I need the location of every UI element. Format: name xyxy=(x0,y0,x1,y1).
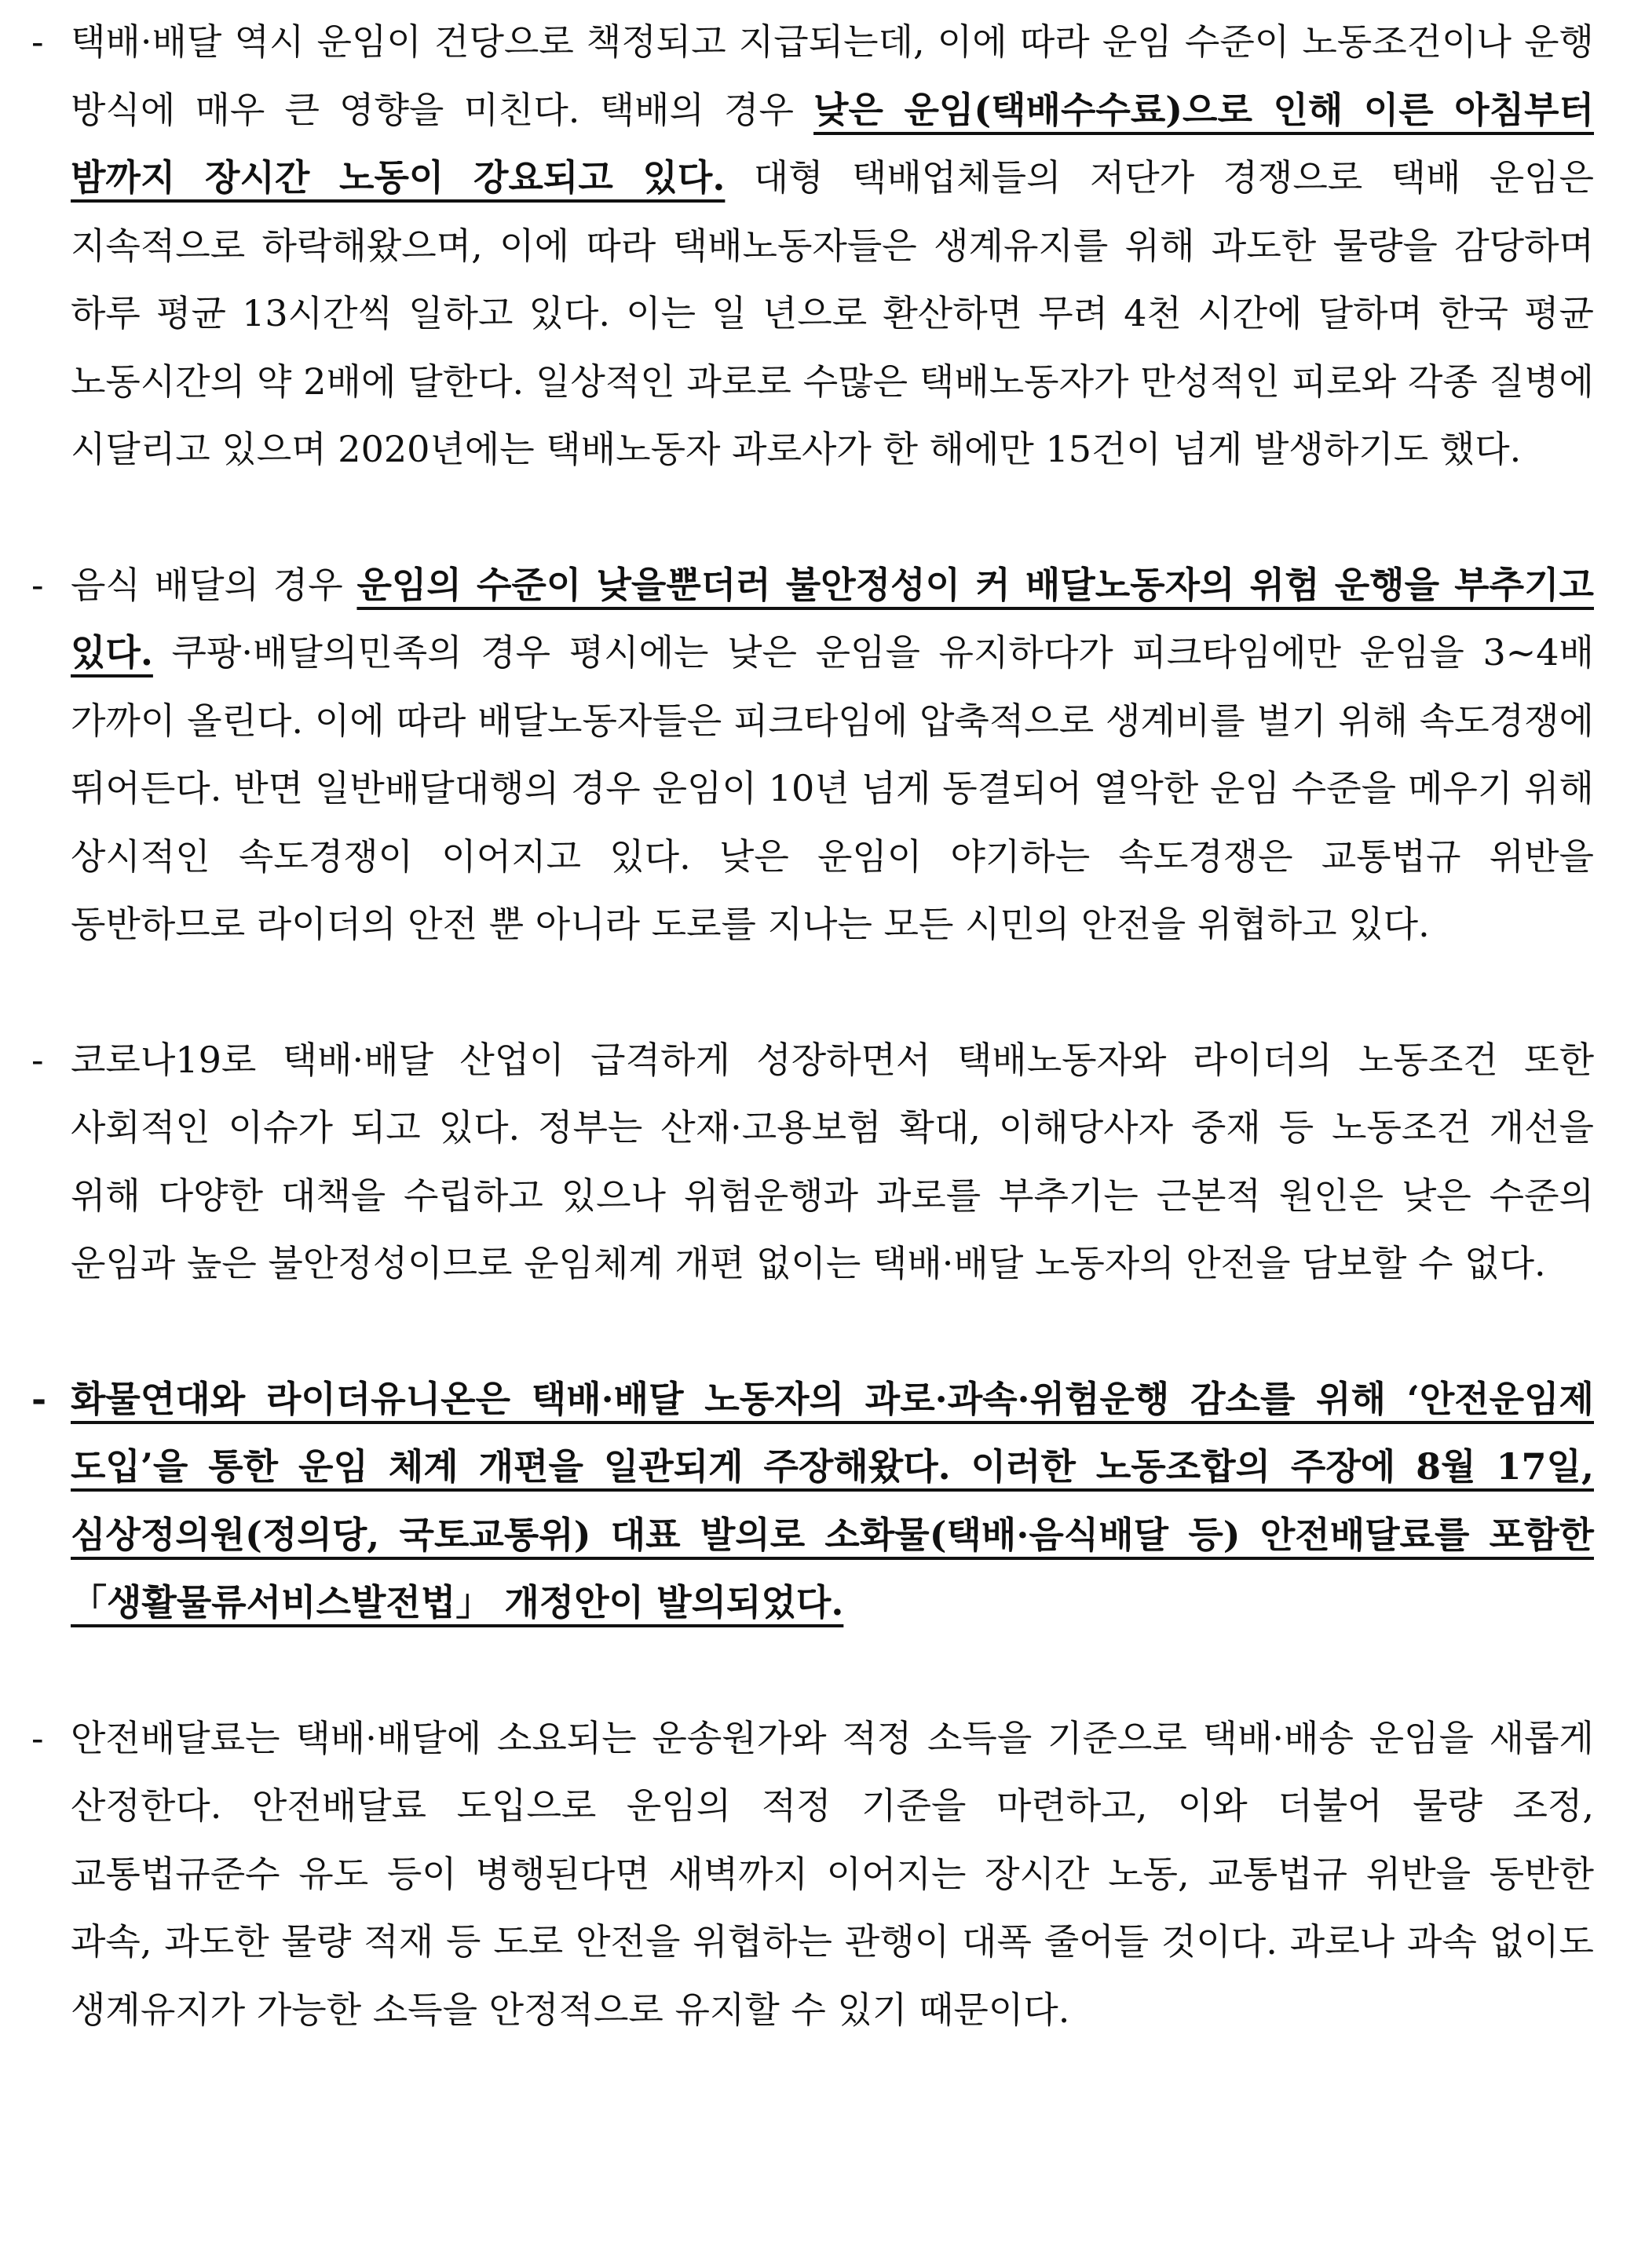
emphasis-text: 화물연대와 라이더유니온은 택배·배달 노동자의 과로·과속·위험운행 감소를 위해 ‘안전운임제 도입’을 통한 운임 체계 개편을 일관되게 주장해왔다. 이러한 노동조합의 주장에 8월 17일, 심상정의원(정의당, 국토교통위) 대표 발의로 소화물(택배·음식배달 등) 안전배달료를 포함한 「생활물류서비스발전법」 개정안이 발의되었다. xyxy=(71,1377,1594,1623)
paragraph-text: 택배·배달 역시 운임이 건당으로 책정되고 지급되는데, 이에 따라 운임 수준이 노동조건이나 운행 방식에 매우 큰 영향을 미친다. 택배의 경우 xyxy=(71,20,1594,131)
bullet-dash: - xyxy=(31,1377,47,1420)
emphasis-text: 낮은 운임(택배수수료)으로 인해 이른 아침부터 밤까지 장시간 노동이 강요되고 있다. xyxy=(71,88,1595,199)
paragraph-food-delivery xyxy=(31,551,1594,959)
bullet-dash: - xyxy=(31,1038,44,1081)
paragraph-safe-delivery-fee xyxy=(31,1704,1594,2044)
document-page xyxy=(31,8,1594,2043)
paragraph-text: 대형 택배업체들의 저단가 경쟁으로 택배 운임은 지속적으로 하락해왔으며, 이에 따라 택배노동자들은 생계유지를 위해 과도한 물량을 감당하며 하루 평균 13시간씩 일하고 있다. 이는 일 년으로 환산하면 무려 4천 시간에 달하며 한국 평균 노동시간의 약 2배에 달한다. 일상적인 과로로 수많은 택배노동자가 만성적인 피로와 각종 질병에 시달리고 있으며 2020년에는 택배노동자 과로사가 한 해에만 15건이 넘게 발생하기도 했다. xyxy=(71,156,1594,470)
bullet-dash: - xyxy=(31,20,44,63)
bullet-dash: - xyxy=(31,1716,44,1759)
paragraph-text: 쿠팡·배달의민족의 경우 평시에는 낮은 운임을 유지하다가 피크타임에만 운임을 3~4배 가까이 올린다. 이에 따라 배달노동자들은 피크타임에 압축적으로 생계비를 벌기 위해 속도경쟁에 뛰어든다. 반면 일반배달대행의 경우 운임이 10년 넘게 동결되어 열악한 운임 수준을 메우기 위해 상시적인 속도경쟁이 이어지고 있다. 낮은 운임이 야기하는 속도경쟁은 교통법규 위반을 동반하므로 라이더의 안전 뿐 아니라 도로를 지나는 모든 시민의 안전을 위협하고 있다. xyxy=(71,631,1594,945)
emphasis-text: 운임의 수준이 낮을뿐더러 불안정성이 커 배달노동자의 위험 운행을 부추기고 있다. xyxy=(71,563,1594,674)
paragraph-text: 코로나19로 택배·배달 산업이 급격하게 성장하면서 택배노동자와 라이더의 노동조건 또한 사회적인 이슈가 되고 있다. 정부는 산재·고용보험 확대, 이해당사자 중재 등 노동조건 개선을 위해 다양한 대책을 수립하고 있으나 위험운행과 과로를 부추기는 근본적 원인은 낮은 수준의 운임과 높은 불안정성이므로 운임체계 개편 없이는 택배·배달 노동자의 안전을 담보할 수 없다. xyxy=(71,1038,1594,1284)
bullet-dash: - xyxy=(31,563,44,606)
paragraph-text: 음식 배달의 경우 xyxy=(71,563,357,606)
paragraph-parcel-wages xyxy=(31,8,1594,484)
paragraph-text: 안전배달료는 택배·배달에 소요되는 운송원가와 적정 소득을 기준으로 택배·배송 운임을 새롭게 산정한다. 안전배달료 도입으로 운임의 적정 기준을 마련하고, 이와 더불어 물량 조정, 교통법규준수 유도 등이 병행된다면 새벽까지 이어지는 장시간 노동, 교통법규 위반을 동반한 과속, 과도한 물량 적재 등 도로 안전을 위협하는 관행이 대폭 줄어들 것이다. 과로나 과속 없이도 생계유지가 가능한 소득을 안정적으로 유지할 수 있기 때문이다. xyxy=(71,1716,1594,2031)
paragraph-union-proposal xyxy=(31,1365,1594,1637)
paragraph-covid-growth xyxy=(31,1026,1594,1298)
